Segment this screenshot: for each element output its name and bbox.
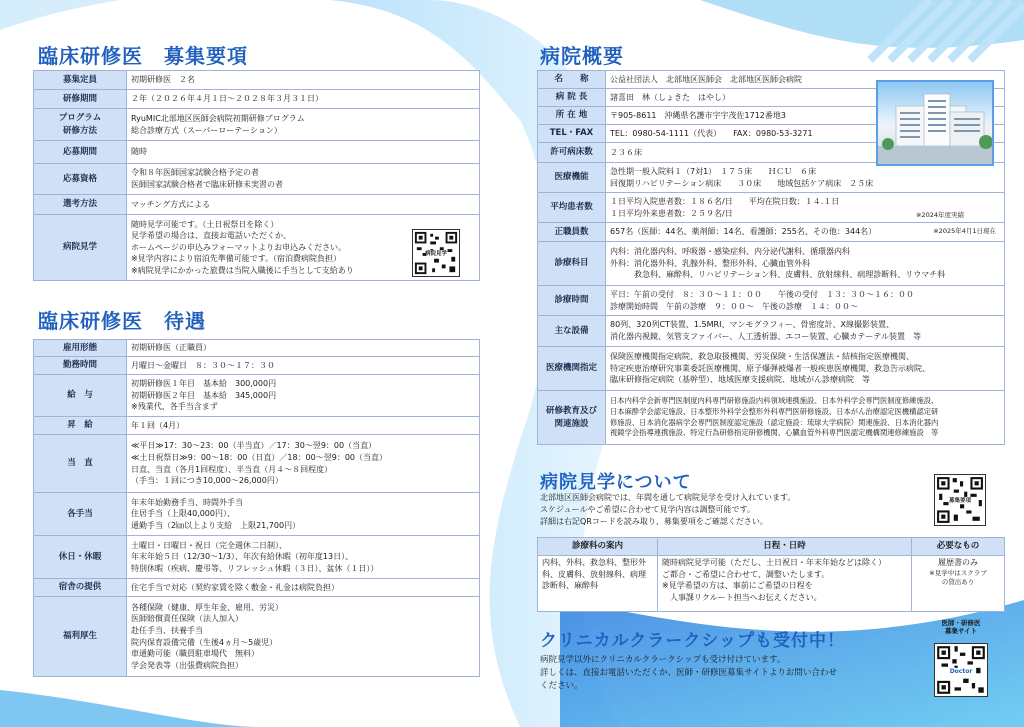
clerkship-line: 詳しくは、直接お電話いただくか、医師・研修医募集サイトよりお問い合わせ [540,667,837,678]
recruit-row-period [34,90,480,109]
visit-needed-line: の貸出あり [941,578,975,587]
row-line: 内科：消化器内科、呼吸器・感染症科、内分泌代謝科、循環器内科 [610,247,850,257]
treatment-row-duty [34,435,480,493]
row-line: ※見学内容により宿泊先準備可能です。（宿泊費病院負担） [131,254,342,264]
row-line: 修施設、日本消化器病学会専門医制度認定施設（認定施設：琉球大学病院）関連施設、日本消化器内 [610,417,939,427]
treatment-row-hours [34,357,480,375]
row-label: 昇 給 [34,417,127,435]
row-label: 募集定員 [34,71,127,90]
visit-title: 病院見学について [540,472,692,493]
overview-row-training [538,391,1005,445]
row-label: 診療科目 [538,242,606,286]
row-line: 随時見学可能です。（土日祝祭日を除く） [131,219,279,229]
overview-row-equipment [538,316,1005,347]
overview-row-designations [538,347,1005,391]
row-label: 診療時間 [538,286,606,316]
row-line: 通勤手当（2㎞以上より支給 上限21,700円） [131,520,301,530]
treatment-row-holidays [34,536,480,579]
row-line: 車通勤可能（職員駐車場代 無料） [131,649,259,659]
row-line: 〒905-8611 沖縄県名護市字宇茂佐1712番地3 [610,110,786,120]
row-label: 雇用形態 [34,340,127,357]
treatment-row-welfare [34,597,480,677]
row-label: 給 与 [34,375,127,417]
row-label: 休日・休暇 [34,536,127,579]
row-label: 正職員数 [538,223,606,242]
row-line: 随時 [131,147,147,157]
row-line: マッチング方式による [131,199,211,209]
qr-badge-doctor: Doctor [949,668,973,675]
row-line: １日平均外来患者数：２５９名/日 [610,208,733,218]
row-line: ≪平日≫17：30～23：00（半当直）／17：30～翌9：00（当直） [131,441,377,451]
row-line: 消化器内視鏡、気管支ファイバー、人工透析器、エコー装置、心臓カテーテル装置 等 [610,332,921,341]
row-line: 回復期リハビリテーション病床 ３０床 地域包括ケア病床 ２５床 [610,178,874,188]
visit-dept-line: 科、皮膚科、放射線科、病理 [542,569,646,579]
qr-label-doctor-site: 医師・研修医 募集サイト [941,619,981,635]
row-line: 医師賠償責任保険（法人加入） [131,614,243,624]
row-label: 平均患者数 [538,193,606,223]
row-line: 学会発表等（出張費病院負担） [131,660,243,670]
visit-schedule-line: 人事課リクルート担当へお伝えください。 [662,592,822,602]
treatment-row-employment [34,340,480,357]
row-line: 住居手当（上限40,000円）、 [131,509,235,519]
row-line: 初期研修医１年目 基本給 300,000円 [131,379,277,389]
overview-row-staff [538,223,1005,242]
overview-row-patients [538,193,1005,223]
row-line: 80列、320列CT装置、1.5MRI、マンモグラフィー、骨密度計、X線撮影装置、 [610,320,894,330]
row-label: 研修期間 [34,90,127,109]
recruit-row-program [34,109,480,141]
row-line: 日本内科学会新専門医制度内科専門研修施設内科領域連携施設、日本外科学会専門医制度修練施設、 [610,396,939,406]
row-line: 特別休暇（疾病、慶弔等、リフレッシュ休暇（３日）、盆休（１日）） [131,563,379,573]
visit-header-dept: 診療科の案内 [538,538,658,556]
row-label: 各手当 [34,493,127,536]
row-line: 保険医療機関指定病院、救急取扱機関、労災保険・生活保護法・結核指定医療機関、 [610,352,914,362]
visit-table-row [538,556,1005,612]
row-label: 病院見学 [34,215,127,281]
row-label: 所 在 地 [538,107,606,125]
qr-label-visit: 病院見学 [424,251,447,257]
visit-line: 詳細は右記QRコードを読み取り、募集要項をご確認ください。 [540,517,768,526]
treatment-row-salary [34,375,480,417]
treatment-title: 臨床研修医 待遇 [38,309,206,333]
recruit-row-capacity [34,71,480,90]
row-line: 初期研修医 ２名 [131,75,195,85]
row-line: 日直、当直（各月1回程度）、半当直（月４～８回程度） [131,464,333,474]
treatment-row-allowances [34,493,480,536]
row-line: 住宅手当で対応（契約家賃を除く敷金・礼金は病院負担） [131,582,339,592]
row-line: 諸喜田 林（しょきた はやし） [610,92,730,102]
row-label: 名 称 [538,71,606,89]
row-line: 外科：消化器外科、乳腺外科、整形外科、心臓血管外科 [610,258,810,268]
row-line: 見学希望の場合は、直接お電話いただくか、 [131,231,291,241]
row-line: １日平均入院患者数：１８６名/日 平均在院日数：１４.１日 [610,196,840,206]
row-line: 年末年始勤務手当、時間外手当 [131,497,243,507]
row-line: 院内保育設備完備（生後4ヵ月～5歳児） [131,637,278,647]
treatment-table [33,339,480,677]
recruit-row-apply-period [34,141,480,164]
row-note: ※2024年度実績 [916,210,964,219]
row-label: 選考方法 [34,195,127,215]
clerkship-line: ください。 [540,680,583,691]
visit-table [537,537,1005,612]
recruit-row-qualification [34,164,480,195]
row-line: 総合診療方式（スーパーローテーション） [131,125,282,135]
row-line: 急性期一般入院料１（7対1） １７５床 ＨＣＵ ６床 [610,166,817,176]
row-line: 土曜日・日曜日・祝日（完全週休二日制）、 [131,540,287,550]
visit-line: 北部地区医師会病院では、年間を通して病院見学を受け入れています。 [540,493,796,502]
visit-dept-line: 内科、外科、救急科、整形外 [542,558,646,567]
row-label: 勤務時間 [34,357,127,375]
overview-row-hours [538,286,1005,316]
row-label: 応募資格 [34,164,127,195]
row-line: 平日：午前の受付 ８：３０～１１：００ 午後の受付 １３：３０～１６：００ [610,289,914,299]
row-line: 年末年始５日（12/30～1/3）、年次有給休暇（初年度13日）、 [131,552,354,562]
row-label: 応募期間 [34,141,127,164]
row-line: 診療開始時間 午前の診療 ９：００～ 午後の診療 １４：００～ [610,301,858,311]
visit-header-needed: 必要なもの [912,538,1005,556]
visit-schedule-line: ご都合・ご希望に合わせて、調整いたします。 [662,569,830,579]
row-line: 年１回（4月） [131,420,185,430]
hospital-building-icon [878,82,994,166]
row-label: 福利厚生 [34,597,127,677]
visit-paragraph [540,492,795,528]
overview-title: 病院概要 [540,44,624,68]
row-line: ≪土日祝祭日≫9：00～18：00（日直）／18：00～翌9：00（当直） [131,452,388,462]
row-line: 令和８年医師国家試験合格予定の者 [131,168,259,178]
qr-label-recruitment: 募集要項 [948,498,971,504]
visit-needed-line: 履歴書のみ [938,558,978,567]
row-line: ※残業代、各手当含まず [131,402,218,412]
row-line: ２年（２０２６年４月１日～２０２８年３月３１日） [131,94,323,104]
recruit-row-selection [34,195,480,215]
row-line: ※病院見学にかかった旅費は当院入職後に手当として支給あり [131,265,354,275]
row-line: 医師国家試験合格者で臨床研修未実習の者 [131,180,283,189]
clerkship-body [540,654,837,692]
treatment-row-housing [34,579,480,597]
row-label: 医療機関指定 [538,347,606,391]
row-line: 救急科、麻酔科、リハビリテーション科、皮膚科、放射線科、病理診断科、リウマチ科 [610,270,946,280]
visit-schedule-line: ※見学希望の方は、事前にご希望の日程を [662,581,813,591]
row-line: TEL：0980-54-1111（代表） FAX：0980-53-3271 [610,128,813,138]
row-line: 特定疾患治療研究事業委託医療機関、原子爆弾被爆者一般疾患医療機関、救急告示病院、 [610,363,930,373]
row-line: 初期研修医（正職員） [131,343,211,353]
row-line: ホームページの申込みフォーマットよりお申込みください。 [131,242,347,252]
row-line: ２３６床 [610,147,642,157]
row-line: （手当：１回につき10,000～26,000円） [131,476,283,486]
clerkship-title: クリニカルクラークシップも受付中！ [540,631,845,651]
row-label: 当 直 [34,435,127,493]
treatment-row-raise [34,417,480,435]
row-label: 主な設備 [538,316,606,347]
row-line: 各種保険（健康、厚生年金、雇用、労災） [131,602,283,612]
row-label: 病 院 長 [538,89,606,107]
row-line: 初期研修医２年目 基本給 345,000円 [131,390,277,400]
row-label: プログラム 研修方法 [34,109,127,141]
row-line: 赴任手当、扶養手当 [131,625,203,635]
row-label: 許可病床数 [538,143,606,163]
row-line: 公益社団法人 北部地区医師会 北部地区医師会病院 [610,74,802,84]
overview-row-departments [538,242,1005,286]
clerkship-line: 病院見学以外にクリニカルクラークシップも受け付けています。 [540,655,786,665]
visit-needed-line: ※見学中はスクラブ [929,568,987,577]
hospital-photo [876,80,994,166]
recruit-title: 臨床研修医 募集要項 [38,44,248,68]
row-line: 657名（医師：44名、薬剤師：14名、看護師：255名、その他：344名） [610,227,877,237]
row-line: 日本麻酔学会認定施設、日本整形外科学会整形外科専門医研修施設、日本がん治療認定医機構認定研 [610,406,939,416]
row-line: RyuMIC北部地区医師会病院初期研修プログラム [131,113,305,123]
row-label: 宿舎の提供 [34,579,127,597]
row-label: TEL・FAX [538,125,606,143]
overview-row-functions [538,163,1005,193]
visit-header-schedule: 日程・日時 [658,538,912,556]
visit-schedule-line: 随時病院見学可能（ただし、土日祝日・年末年始などは除く） [662,558,886,567]
visit-table-header [538,538,1005,556]
row-line: 視鏡学会指導連携施設、特定行為研修指定研修機関、心臓血管外科専門医認定機構関連修練施設 等 [610,428,939,438]
visit-line: スケジュールやご希望に合わせて見学内容は調整可能です。 [540,505,755,514]
row-line: 臨床研修指定病院（基幹型）、地域医療支援病院、地域がん診療病院 等 [610,375,870,385]
visit-dept-line: 診断科、麻酔科 [542,581,598,591]
row-label: 医療機能 [538,163,606,193]
row-label: 研修教育及び 関連施設 [538,391,606,445]
row-line: 月曜日～金曜日 ８：３０～１７：３０ [131,360,275,370]
row-note: ※2025年4月1日現在 [933,227,996,235]
